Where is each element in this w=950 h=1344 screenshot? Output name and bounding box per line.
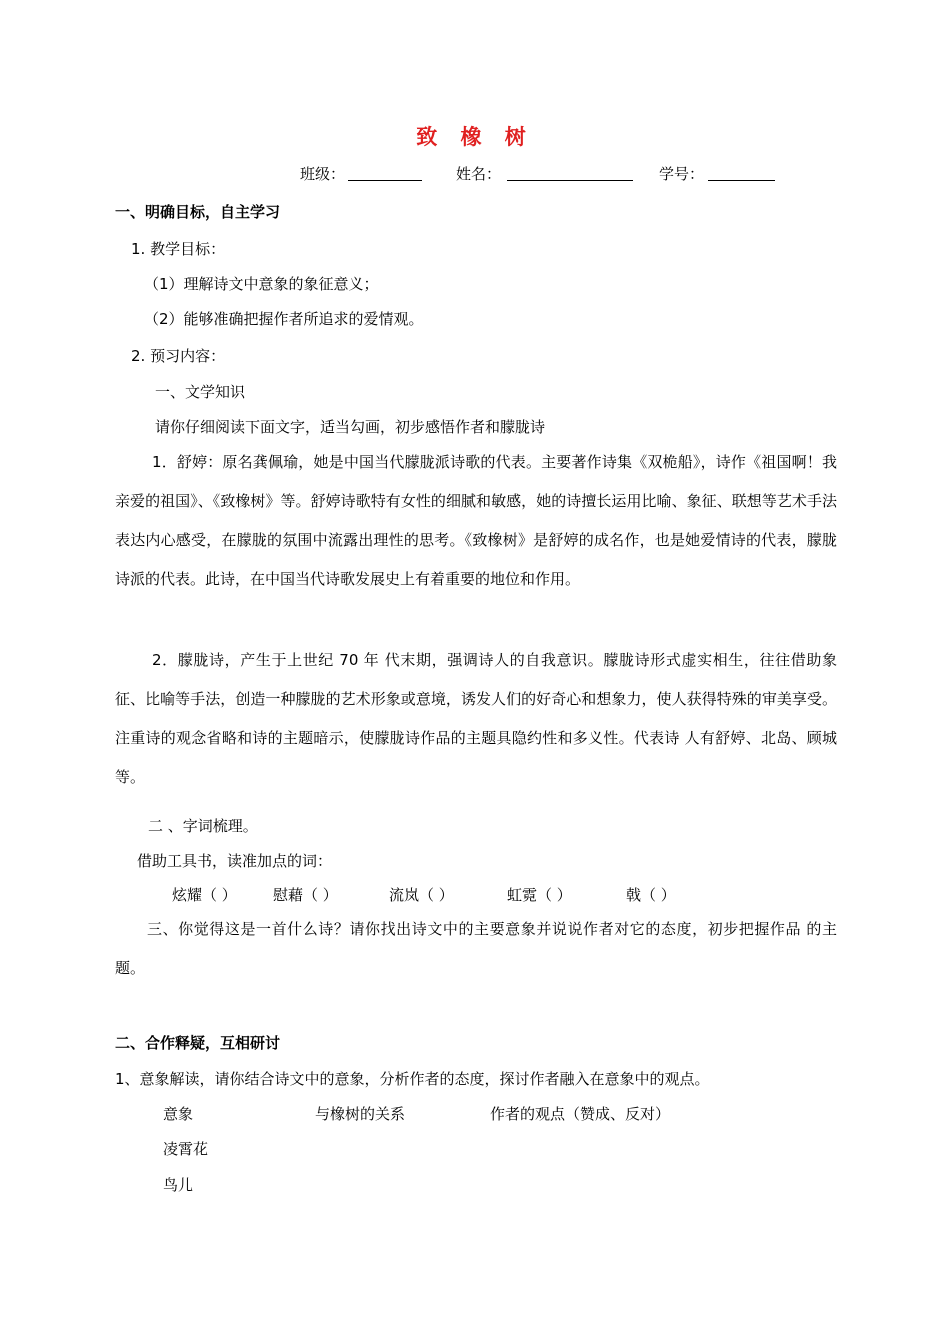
paragraph-menglong: 2．朦胧诗，产生于上世纪 70 年 代末期，强调诗人的自我意识。朦胧诗形式虚实相生，往往借助象征、比喻等手法，创造一种朦胧的艺术形象或意境，诱发人们的好奇心和想象力，使人获得特殊的审美享受。注重诗的观念省略和诗的主题暗示，使朦胧诗作品的主题具隐约性和多义性。代表诗 人有舒婷、北岛、顾城等。 (115, 651, 837, 786)
name-label: 姓名： (456, 165, 502, 183)
section1-heading: 一、明确目标，自主学习 (115, 203, 281, 221)
goal-2: （2）能够准确把握作者所追求的爱情观。 (144, 310, 424, 328)
vocab-word-5: 戟（ ） (626, 886, 676, 904)
student-id-field[interactable] (708, 163, 775, 182)
item-teaching-goals: 1. 教学目标： (131, 240, 226, 258)
question-theme: 三、你觉得这是一首什么诗？请你找出诗文中的主要意象并说说作者对它的态度，初步把握作品 的主题。 (115, 920, 837, 977)
goal-1: （1）理解诗文中意象的象征意义； (144, 275, 379, 293)
table-row-lingxiaohua: 凌霄花 (163, 1140, 209, 1158)
name-field[interactable] (507, 163, 633, 182)
table-header-relation: 与橡树的关系 (315, 1105, 406, 1123)
class-field[interactable] (348, 163, 422, 182)
item-preview: 2. 预习内容： (131, 347, 226, 365)
table-header-opinion: 作者的观点（赞成、反对） (490, 1105, 671, 1123)
section2-heading: 二、合作释疑，互相研讨 (115, 1034, 281, 1052)
table-header-imagery: 意象 (163, 1105, 194, 1123)
vocab-intro: 借助工具书，读准加点的词： (137, 852, 333, 870)
vocab-word-3: 流岚（ ） (389, 886, 454, 904)
page-title: 致 橡 树 (416, 125, 534, 149)
vocab-word-4: 虹霓（ ） (507, 886, 572, 904)
paragraph-shuting: 1．舒婷：原名龚佩瑜，她是中国当代朦胧派诗歌的代表。主要著作诗集《双桅船》，诗作《祖国啊！我亲爱的祖国》、《致橡树》等。舒婷诗歌特有女性的细腻和敏感，她的诗擅长运用比喻、象征、联想等艺术手法表达内心感受，在朦胧的氛围中流露出理性的思考。《致橡树》是舒婷的成名作，也是她爱情诗的代表，朦胧诗派的代表。此诗，在中国当代诗歌发展史上有着重要的地位和作用。 (115, 453, 837, 588)
question-imagery: 1、意象解读，请你结合诗文中的意象，分析作者的态度，探讨作者融入在意象中的观点。 (115, 1070, 710, 1088)
subsection-literature: 一、文学知识 (155, 383, 246, 401)
subsection-vocab: 二 、字词梳理。 (148, 817, 258, 835)
literature-intro: 请你仔细阅读下面文字，适当勾画，初步感悟作者和朦胧诗 (155, 418, 546, 436)
table-row-niaoer: 鸟儿 (163, 1176, 194, 1194)
student-id-label: 学号： (659, 165, 705, 183)
vocab-word-2: 慰藉（ ） (273, 886, 338, 904)
class-label: 班级： (300, 165, 346, 183)
vocab-word-1: 炫耀（ ） (172, 886, 237, 904)
